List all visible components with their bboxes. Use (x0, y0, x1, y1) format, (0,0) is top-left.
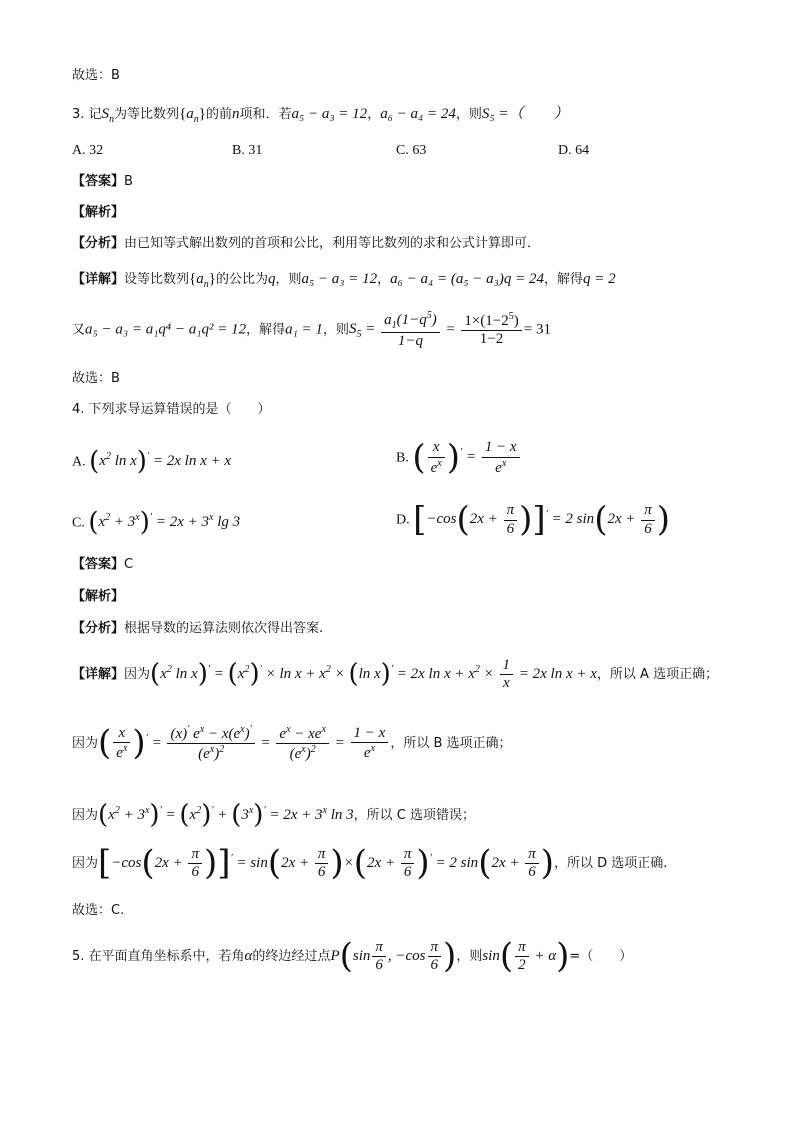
q3-detail-line1: 【详解】设等比数列$\{a_n\}$的公比为q，则a₅ − a₃ = 12，a₆ − a₄ = (a₅ − a₃)q = 24，解得q = 2 (72, 271, 616, 290)
question-3-stem: 3. 记$S_n$为等比数列$\{a_n\}$的前n项和．若a₅ − a₃ = 12，a₆ − a₄ = 24，则S₅ =（ ） (72, 106, 569, 125)
q4-option-b: B. ( $\frac{x}{e^x}$ )′ = $\frac{1 - x}{e^x}$ (396, 438, 522, 478)
q4-option-d: D. [−cos(2x + $\frac{\pi}{6}$ )]′ = 2 sin(2x + $\frac{\pi}{6}$ ) (396, 500, 671, 540)
question-4-stem: 4. 下列求导运算错误的是（ ） (72, 402, 271, 417)
q4-fenxi: 【分析】根据导数的运算法则依次得出答案. (72, 621, 324, 636)
q3-answer: 【答案】B (72, 174, 133, 189)
question-5-stem: 5. 在平面直角坐标系中，若角α的终边经过点P(sin $\frac{\pi}{6}$ , −cos $\frac{\pi}{6}$ )，则sin( $\frac{\pi}{2}$ + α)=（ ） (72, 936, 633, 976)
sum-fraction-2: $\frac{1\times(1-2^5)}{1-2}$ (461, 311, 521, 349)
q3-detail-line2: 又a₅ − a₃ = a₁q⁴ − a₁q² = 12，解得a₁ = 1，则$S_5$ = $\frac{a_1(1-q^5)}{1-q}$ = $\frac{1\times(1-2^5)}{1-2}$ = 31 (72, 310, 551, 349)
prev-answer: 故选：B (72, 68, 120, 83)
q3-option-d: D. 64 (558, 143, 590, 158)
q4-detail-b: 因为( $\frac{x}{e^x}$ )′ = $\frac{(x)' e^x - x(e^x)'}{(e^x)^2}$ = $\frac{e^x - xe^x}{(e^x)^2}$ = $\frac{1 - x}{e^x}$ ，所以 B 选项正确； (72, 723, 512, 763)
q3-option-a: A. 32 (72, 143, 104, 158)
q4-option-c: C. $(x^2 + 3^x)' = 2x + 3^x$ lg 3 (72, 508, 241, 538)
q4-detail-c: 因为$(x^2 + 3^x)' = (x^2)' + (3^x)' = 2x + 3^x$ ln 3，所以 C 选项错误； (72, 800, 476, 830)
q4-option-a: A. ($x^2$ ln x)′ = 2x ln x + x (72, 447, 232, 477)
q3-option-b: B. 31 (232, 143, 263, 158)
q4-detail-d: 因为[−cos(2x + $\frac{\pi}{6}$ )]′ = sin(2x + $\frac{\pi}{6}$ )×(2x + $\frac{\pi}{6}$ )′ = 2 sin(2x + $\frac{\pi}{6}$ )，所以 D 选项正确. (72, 843, 668, 883)
q4-detail-a: 【详解】因为($x^2$ $\ln x)' = (x^2)' \times \ln x + x^2 \times (\ln$ x)′ = 2x $\ln x + x^2$ × $\frac{1}{x}$ = 2x ln x + x，所以 A 选项正确； (72, 657, 719, 692)
q4-analysis-tag: 【解析】 (72, 589, 125, 604)
sum-fraction-1: $\frac{a_1(1-q^5)}{1-q}$ (381, 310, 440, 350)
q4-answer: 【答案】C (72, 557, 134, 572)
q4-final: 故选：C. (72, 903, 125, 918)
q3-final: 故选：B (72, 371, 120, 386)
q3-option-c: C. 63 (396, 143, 427, 158)
q3-fenxi: 【分析】由已知等式解出数列的首项和公比，利用等比数列的求和公式计算即可． (72, 236, 541, 251)
q3-analysis-tag: 【解析】 (72, 205, 125, 220)
